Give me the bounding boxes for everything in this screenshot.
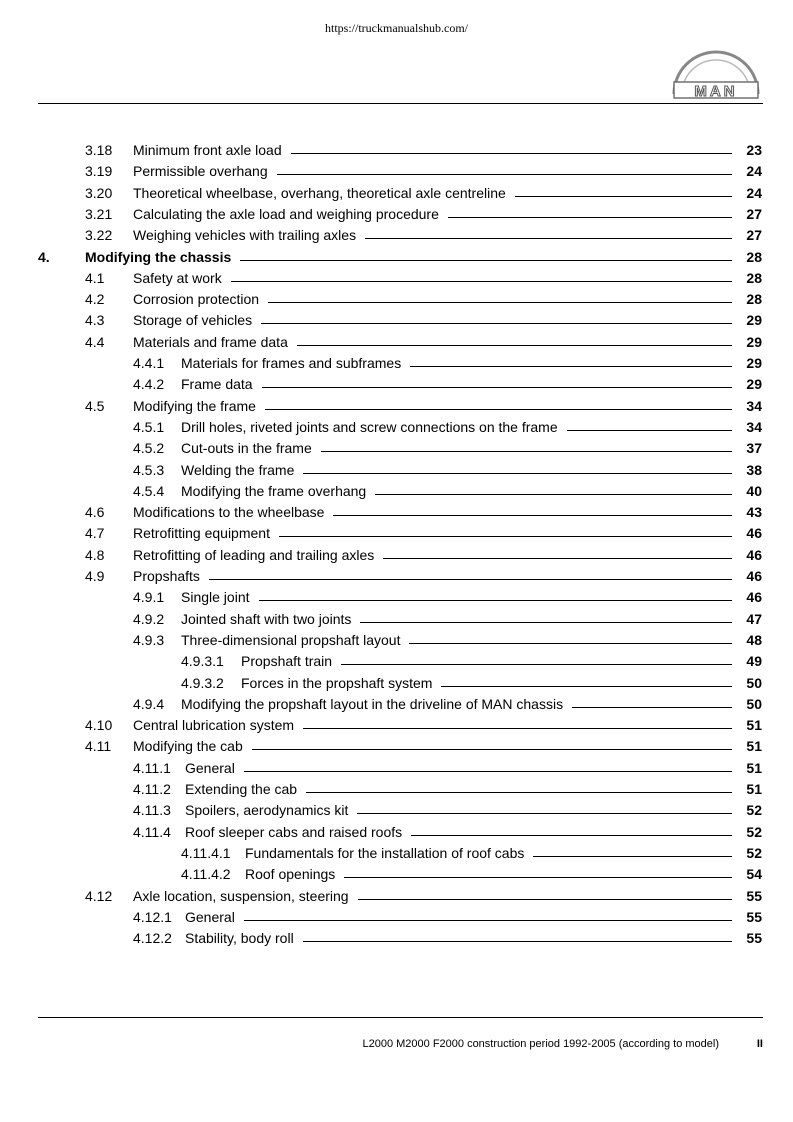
- toc-entry-number: 4.5.3: [133, 461, 165, 478]
- toc-entry-number: 3.22: [85, 227, 113, 244]
- toc-leader-line: [360, 622, 732, 623]
- toc-entry[interactable]: [0, 886, 793, 906]
- toc-entry-number: 4.10: [85, 717, 113, 734]
- toc-entry-number: 4.12: [85, 887, 113, 904]
- toc-entry-page: 52: [746, 802, 762, 819]
- toc-entry-title: Modifying the frame: [133, 397, 256, 414]
- toc-entry[interactable]: [0, 715, 793, 735]
- toc-leader-line: [448, 217, 732, 218]
- toc-entry-page: 54: [746, 866, 762, 883]
- toc-entry-number: 3.19: [85, 163, 113, 180]
- toc-entry-page: 23: [746, 142, 762, 158]
- svg-text:MAN: MAN: [694, 83, 738, 100]
- toc-leader-line: [358, 899, 732, 900]
- toc-entry-number: 4.9.3.1: [181, 653, 224, 670]
- toc-entry-page: 27: [746, 227, 762, 244]
- toc-entry-number: 4.9.3: [133, 631, 165, 648]
- toc-entry-page: 49: [746, 653, 762, 670]
- toc-leader-line: [265, 409, 732, 410]
- toc-entry[interactable]: [0, 353, 793, 373]
- toc-entry[interactable]: [0, 204, 793, 224]
- toc-entry[interactable]: [0, 268, 793, 288]
- toc-leader-line: [515, 196, 732, 197]
- toc-entry[interactable]: [0, 140, 793, 160]
- toc-entry[interactable]: [0, 779, 793, 799]
- toc-entry[interactable]: [0, 651, 793, 671]
- toc-entry-number: 4.9.4: [133, 695, 165, 712]
- toc-entry[interactable]: [0, 907, 793, 927]
- toc-entry-page: 37: [746, 440, 762, 457]
- toc-leader-line: [306, 792, 732, 793]
- toc-entry-number: 4.9.2: [133, 610, 165, 627]
- toc-entry-title: General: [185, 908, 235, 925]
- toc-leader-line: [303, 728, 732, 729]
- toc-entry-page: 34: [746, 397, 762, 414]
- toc-leader-line: [209, 579, 732, 580]
- toc-entry[interactable]: [0, 864, 793, 884]
- toc-entry-page: 29: [746, 376, 762, 393]
- toc-entry-title: Propshaft train: [241, 653, 333, 670]
- toc-entry-number: 4.3: [85, 312, 105, 329]
- toc-entry-title: Weighing vehicles with trailing axles: [133, 227, 357, 244]
- toc-entry-page: 43: [746, 504, 762, 521]
- toc-entry-title: Fundamentals for the installation of roof cabs: [245, 844, 525, 861]
- toc-entry[interactable]: [0, 587, 793, 607]
- toc-entry-page: 28: [746, 248, 762, 265]
- toc-entry-page: 51: [746, 717, 762, 734]
- toc-entry-page: 55: [746, 908, 762, 925]
- toc-entry-page: 55: [746, 930, 762, 947]
- toc-entry-title: General: [185, 759, 235, 776]
- toc-entry-page: 47: [746, 610, 762, 627]
- toc-leader-line: [567, 430, 732, 431]
- toc-entry[interactable]: [0, 822, 793, 842]
- toc-entry-title: Frame data: [181, 376, 253, 393]
- toc-leader-line: [262, 387, 732, 388]
- toc-entry-number: 4.11.1: [133, 759, 171, 776]
- toc-entry[interactable]: [0, 310, 793, 330]
- toc-entry-title: Storage of vehicles: [133, 312, 253, 329]
- toc-entry-number: 4.11.4.1: [181, 844, 231, 861]
- toc-leader-line: [252, 749, 732, 750]
- toc-entry[interactable]: [0, 928, 793, 948]
- toc-entry-title: Stability, body roll: [185, 930, 294, 947]
- footer-text: L2000 M2000 F2000 construction period 1992-2005 (according to model): [362, 1038, 719, 1050]
- toc-leader-line: [441, 686, 732, 687]
- toc-leader-line: [231, 281, 732, 282]
- toc-leader-line: [244, 920, 732, 921]
- toc-entry-page: 24: [746, 184, 762, 201]
- toc-entry-page: 40: [746, 482, 762, 499]
- toc-leader-line: [375, 494, 732, 495]
- toc-entry[interactable]: [0, 225, 793, 245]
- toc-entry[interactable]: [0, 736, 793, 756]
- toc-entry-page: 46: [746, 546, 762, 563]
- toc-entry[interactable]: [0, 247, 793, 267]
- toc-entry-title: Welding the frame: [181, 461, 295, 478]
- toc-entry-title: Materials and frame data: [133, 333, 288, 350]
- toc-entry[interactable]: [0, 673, 793, 693]
- toc-leader-line: [341, 664, 732, 665]
- toc-entry[interactable]: [0, 289, 793, 309]
- toc-entry-number: 4.5.4: [133, 482, 165, 499]
- toc-entry-title: Theoretical wheelbase, overhang, theoretical axle centreline: [133, 184, 506, 201]
- toc-entry-page: 46: [746, 568, 762, 584]
- toc-entry[interactable]: [0, 481, 793, 501]
- toc-leader-line: [279, 536, 732, 537]
- toc-entry-title: Retrofitting of leading and trailing axles: [133, 546, 375, 563]
- toc-entry-title: Propshafts: [133, 568, 200, 584]
- toc-entry-number: 4.5: [85, 397, 105, 414]
- toc-entry-number: 4.5.1: [133, 418, 165, 435]
- toc-entry-page: 51: [746, 759, 762, 776]
- toc-entry-title: Forces in the propshaft system: [241, 674, 433, 691]
- toc-entry-number: 4.9.1: [133, 589, 165, 606]
- toc-entry-title: Three-dimensional propshaft layout: [181, 631, 401, 648]
- toc-entry[interactable]: [0, 800, 793, 820]
- toc-entry[interactable]: [0, 609, 793, 629]
- toc-entry-number: 4.5.2: [133, 440, 165, 457]
- toc-entry-title: Cut-outs in the frame: [181, 440, 312, 457]
- toc-entry-title: Single joint: [181, 589, 250, 606]
- toc-entry[interactable]: [0, 630, 793, 650]
- toc-entry-title: Retrofitting equipment: [133, 525, 270, 542]
- toc-leader-line: [411, 835, 732, 836]
- toc-entry[interactable]: [0, 332, 793, 352]
- toc-entry-number: 3.20: [85, 184, 113, 201]
- toc-entry-number: 4.11.3: [133, 802, 171, 819]
- toc-leader-line: [410, 366, 732, 367]
- toc-entry[interactable]: [0, 545, 793, 565]
- toc-entry-title: Roof openings: [245, 866, 336, 883]
- toc-entry-page: 34: [746, 418, 762, 435]
- toc-entry-page: 50: [746, 695, 762, 712]
- toc-entry-number: 4.12.2: [133, 930, 172, 947]
- toc-leader-line: [291, 153, 732, 154]
- toc-leader-line: [357, 813, 732, 814]
- toc-entry-number: 4.4.1: [133, 355, 165, 371]
- toc-entry-number: 4.9: [85, 568, 105, 584]
- toc-entry-page: 28: [746, 269, 762, 286]
- toc-leader-line: [321, 451, 732, 452]
- toc-entry-number: 4.: [38, 248, 50, 265]
- toc-entry-title: Axle location, suspension, steering: [133, 887, 349, 904]
- toc-leader-line: [244, 771, 732, 772]
- toc-entry[interactable]: [0, 417, 793, 437]
- toc-entry[interactable]: [0, 183, 793, 203]
- toc-entry-number: 4.9.3.2: [181, 674, 224, 691]
- toc-leader-line: [259, 600, 732, 601]
- toc-entry-number: 4.4: [85, 333, 105, 350]
- toc-entry[interactable]: [0, 566, 793, 586]
- toc-entry-number: 4.11.2: [133, 781, 171, 797]
- toc-leader-line: [240, 260, 732, 261]
- toc-entry-number: 3.21: [85, 205, 113, 222]
- toc-leader-line: [277, 174, 732, 175]
- toc-leader-line: [572, 707, 732, 708]
- toc-entry-title: Jointed shaft with two joints: [181, 610, 352, 627]
- toc-entry[interactable]: [0, 843, 793, 863]
- toc-leader-line: [297, 345, 732, 346]
- toc-entry-page: 52: [746, 823, 762, 840]
- toc-entry-title: Modifying the chassis: [85, 248, 232, 265]
- toc-entry-title: Spoilers, aerodynamics kit: [185, 802, 349, 819]
- toc-entry-title: Corrosion protection: [133, 291, 260, 308]
- toc-entry-title: Drill holes, riveted joints and screw connections on the frame: [181, 418, 558, 435]
- toc-entry-title: Modifying the frame overhang: [181, 482, 367, 499]
- toc-entry-title: Modifying the cab: [133, 738, 243, 755]
- toc-entry[interactable]: [0, 438, 793, 458]
- toc-leader-line: [383, 558, 732, 559]
- toc-entry-number: 4.4.2: [133, 376, 165, 393]
- footer-rule: [38, 1017, 763, 1018]
- toc-entry-number: 4.1: [85, 269, 105, 286]
- toc-entry[interactable]: [0, 523, 793, 543]
- toc-leader-line: [533, 856, 732, 857]
- toc-entry-page: 29: [746, 355, 762, 371]
- toc-leader-line: [365, 238, 732, 239]
- toc-leader-line: [268, 302, 732, 303]
- toc-entry[interactable]: [0, 694, 793, 714]
- toc-leader-line: [344, 877, 732, 878]
- toc-entry-number: 4.12.1: [133, 908, 172, 925]
- toc-entry-page: 28: [746, 291, 762, 308]
- toc-entry-number: 4.11.4.2: [181, 866, 231, 883]
- toc-leader-line: [409, 643, 732, 644]
- toc-entry-number: 4.6: [85, 504, 105, 521]
- toc-entry-page: 51: [746, 781, 762, 797]
- toc-entry[interactable]: [0, 758, 793, 778]
- man-logo: [668, 44, 764, 100]
- toc-entry[interactable]: [0, 502, 793, 522]
- toc-entry[interactable]: [0, 161, 793, 181]
- toc-leader-line: [303, 473, 732, 474]
- header-rule: [38, 103, 763, 104]
- toc-entry-page: 51: [746, 738, 762, 755]
- toc-entry-number: 4.7: [85, 525, 105, 542]
- toc-entry-title: Central lubrication system: [133, 717, 295, 734]
- toc-entry-title: Extending the cab: [185, 781, 298, 797]
- footer-page-number: II: [756, 1038, 763, 1050]
- toc-entry-title: Modifying the propshaft layout in the driveline of MAN chassis: [181, 695, 564, 712]
- toc-entry-number: 4.2: [85, 291, 105, 308]
- toc-entry-title: Calculating the axle load and weighing procedure: [133, 205, 439, 222]
- source-url: https://truckmanualshub.com/: [325, 21, 468, 35]
- toc-leader-line: [333, 515, 732, 516]
- toc-entry-title: Minimum front axle load: [133, 142, 282, 158]
- toc-entry-page: 24: [746, 163, 762, 180]
- toc-entry[interactable]: [0, 374, 793, 394]
- toc-entry-title: Modifications to the wheelbase: [133, 504, 325, 521]
- toc-entry-title: Roof sleeper cabs and raised roofs: [185, 823, 403, 840]
- toc-entry-title: Permissible overhang: [133, 163, 268, 180]
- toc-entry-page: 29: [746, 333, 762, 350]
- toc-entry[interactable]: [0, 460, 793, 480]
- toc-entry[interactable]: [0, 396, 793, 416]
- toc-leader-line: [261, 323, 732, 324]
- toc-entry-page: 52: [746, 844, 762, 861]
- toc-entry-title: Materials for frames and subframes: [181, 355, 402, 371]
- toc-leader-line: [303, 941, 732, 942]
- toc-entry-number: 4.11: [85, 738, 112, 755]
- toc-entry-page: 46: [746, 589, 762, 606]
- toc-entry-title: Safety at work: [133, 269, 222, 286]
- toc-entry-page: 29: [746, 312, 762, 329]
- toc-entry-page: 50: [746, 674, 762, 691]
- toc-entry-page: 38: [746, 461, 762, 478]
- toc-entry-number: 3.18: [85, 142, 113, 158]
- toc-entry-page: 46: [746, 525, 762, 542]
- toc-entry-number: 4.11.4: [133, 823, 171, 840]
- toc-entry-page: 48: [746, 631, 762, 648]
- toc-entry-page: 55: [746, 887, 762, 904]
- toc-entry-page: 27: [746, 205, 762, 222]
- toc-entry-number: 4.8: [85, 546, 105, 563]
